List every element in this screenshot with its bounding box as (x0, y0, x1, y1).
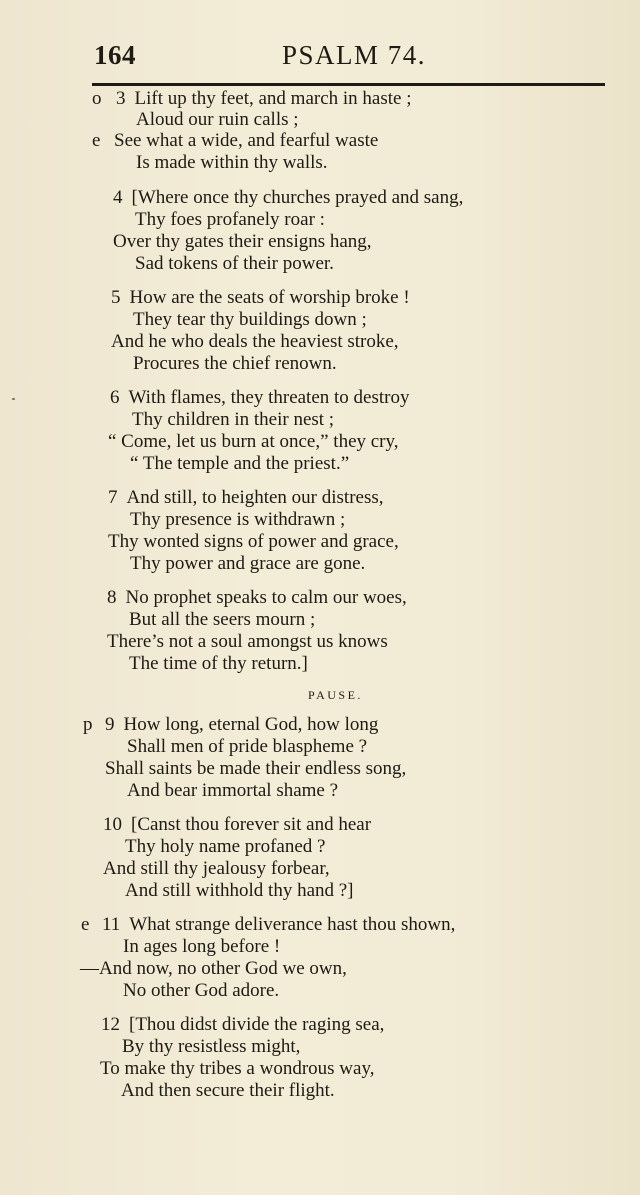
page-header (92, 40, 612, 74)
verse-text: With flames, they threaten to destroy (128, 387, 410, 408)
verse-line: Aloud our ruin calls ; (136, 109, 299, 130)
verse-line: Over thy gates their ensigns hang, (113, 231, 372, 252)
verse-line: “ Come, let us burn at once,” they cry, (108, 431, 399, 452)
pause-marker: PAUSE. (308, 688, 363, 702)
dynamic-mark: e (81, 914, 90, 935)
verse-first-line (113, 187, 463, 209)
verse-first-line (108, 487, 384, 509)
verse-line: Procures the chief renown. (133, 353, 337, 374)
verse-first-line (107, 587, 407, 609)
verse-line: Thy children in their nest ; (132, 409, 335, 430)
verse-text: No prophet speaks to calm our woes, (125, 587, 407, 608)
verse-first-line (103, 814, 371, 836)
verse-number: 6 (110, 387, 120, 408)
verse-number: 4 (113, 187, 123, 208)
verse-line: Thy presence is withdrawn ; (130, 509, 346, 530)
verse-text: Lift up thy feet, and march in haste ; (134, 88, 412, 109)
verse-line: And he who deals the heaviest stroke, (111, 331, 399, 352)
verse-text: And still, to heighten our distress, (126, 487, 384, 508)
verse-first-line (111, 287, 410, 309)
verse-line: Shall men of pride blaspheme ? (127, 736, 368, 757)
header-rule (92, 83, 605, 86)
verse-line: No other God adore. (123, 980, 280, 1001)
verse-number: 7 (108, 487, 118, 508)
verse-number: 9 (105, 714, 115, 735)
verse-line: There’s not a soul amongst us knows (107, 631, 388, 652)
verse-line: Thy wonted signs of power and grace, (108, 531, 399, 552)
verse-line: By thy resistless might, (122, 1036, 301, 1057)
dynamic-mark: e (92, 130, 101, 151)
verse-line: They tear thy buildings down ; (133, 309, 367, 330)
verse-line: And still thy jealousy forbear, (103, 858, 330, 879)
verse-line: —And now, no other God we own, (80, 958, 347, 979)
verse-line: Thy power and grace are gone. (130, 553, 366, 574)
dynamic-mark: p (83, 714, 93, 735)
verse-line: In ages long before ! (123, 936, 281, 957)
verse-line: “ The temple and the priest.” (130, 453, 350, 474)
dynamic-mark: o (92, 88, 102, 109)
verse-first-line (116, 88, 412, 110)
verse-first-line (102, 914, 455, 936)
verse-line: And bear immortal shame ? (127, 780, 339, 801)
verse-number: 10 (103, 814, 122, 835)
verse-text: How long, eternal God, how long (123, 714, 379, 735)
verse-line: Sad tokens of their power. (135, 253, 334, 274)
verse-first-line (110, 387, 409, 409)
verse-text: [Canst thou forever sit and hear (131, 814, 372, 835)
verse-number: 8 (107, 587, 117, 608)
verse-text: How are the seats of worship broke ! (129, 287, 410, 308)
verse-text: [Where once thy churches prayed and sang, (131, 187, 464, 208)
verse-number: 5 (111, 287, 121, 308)
verse-line: Thy foes profanely roar : (135, 209, 325, 230)
running-title: PSALM 74. (282, 40, 427, 70)
verse-line: Shall saints be made their endless song, (105, 758, 407, 779)
verse-line: And then secure their flight. (121, 1080, 335, 1101)
verse-line: To make thy tribes a wondrous way, (100, 1058, 375, 1079)
verse-number: 11 (102, 914, 121, 935)
verse-line: The time of thy return.] (129, 653, 308, 674)
verse-number: 3 (116, 88, 126, 109)
verse-text: [Thou didst divide the raging sea, (129, 1014, 385, 1035)
page-number: 164 (94, 40, 136, 70)
verse-text: What strange deliverance hast thou shown, (129, 914, 456, 935)
verse-line: But all the seers mourn ; (129, 609, 316, 630)
verse-line: See what a wide, and fearful waste (114, 130, 379, 151)
paper-speck (12, 398, 15, 400)
verse-first-line (105, 714, 378, 736)
verse-line: And still withhold thy hand ?] (125, 880, 354, 901)
verse-line: Thy holy name profaned ? (125, 836, 326, 857)
verse-number: 12 (101, 1014, 120, 1035)
verse-first-line (101, 1014, 384, 1036)
verse-line: Is made within thy walls. (136, 152, 328, 173)
